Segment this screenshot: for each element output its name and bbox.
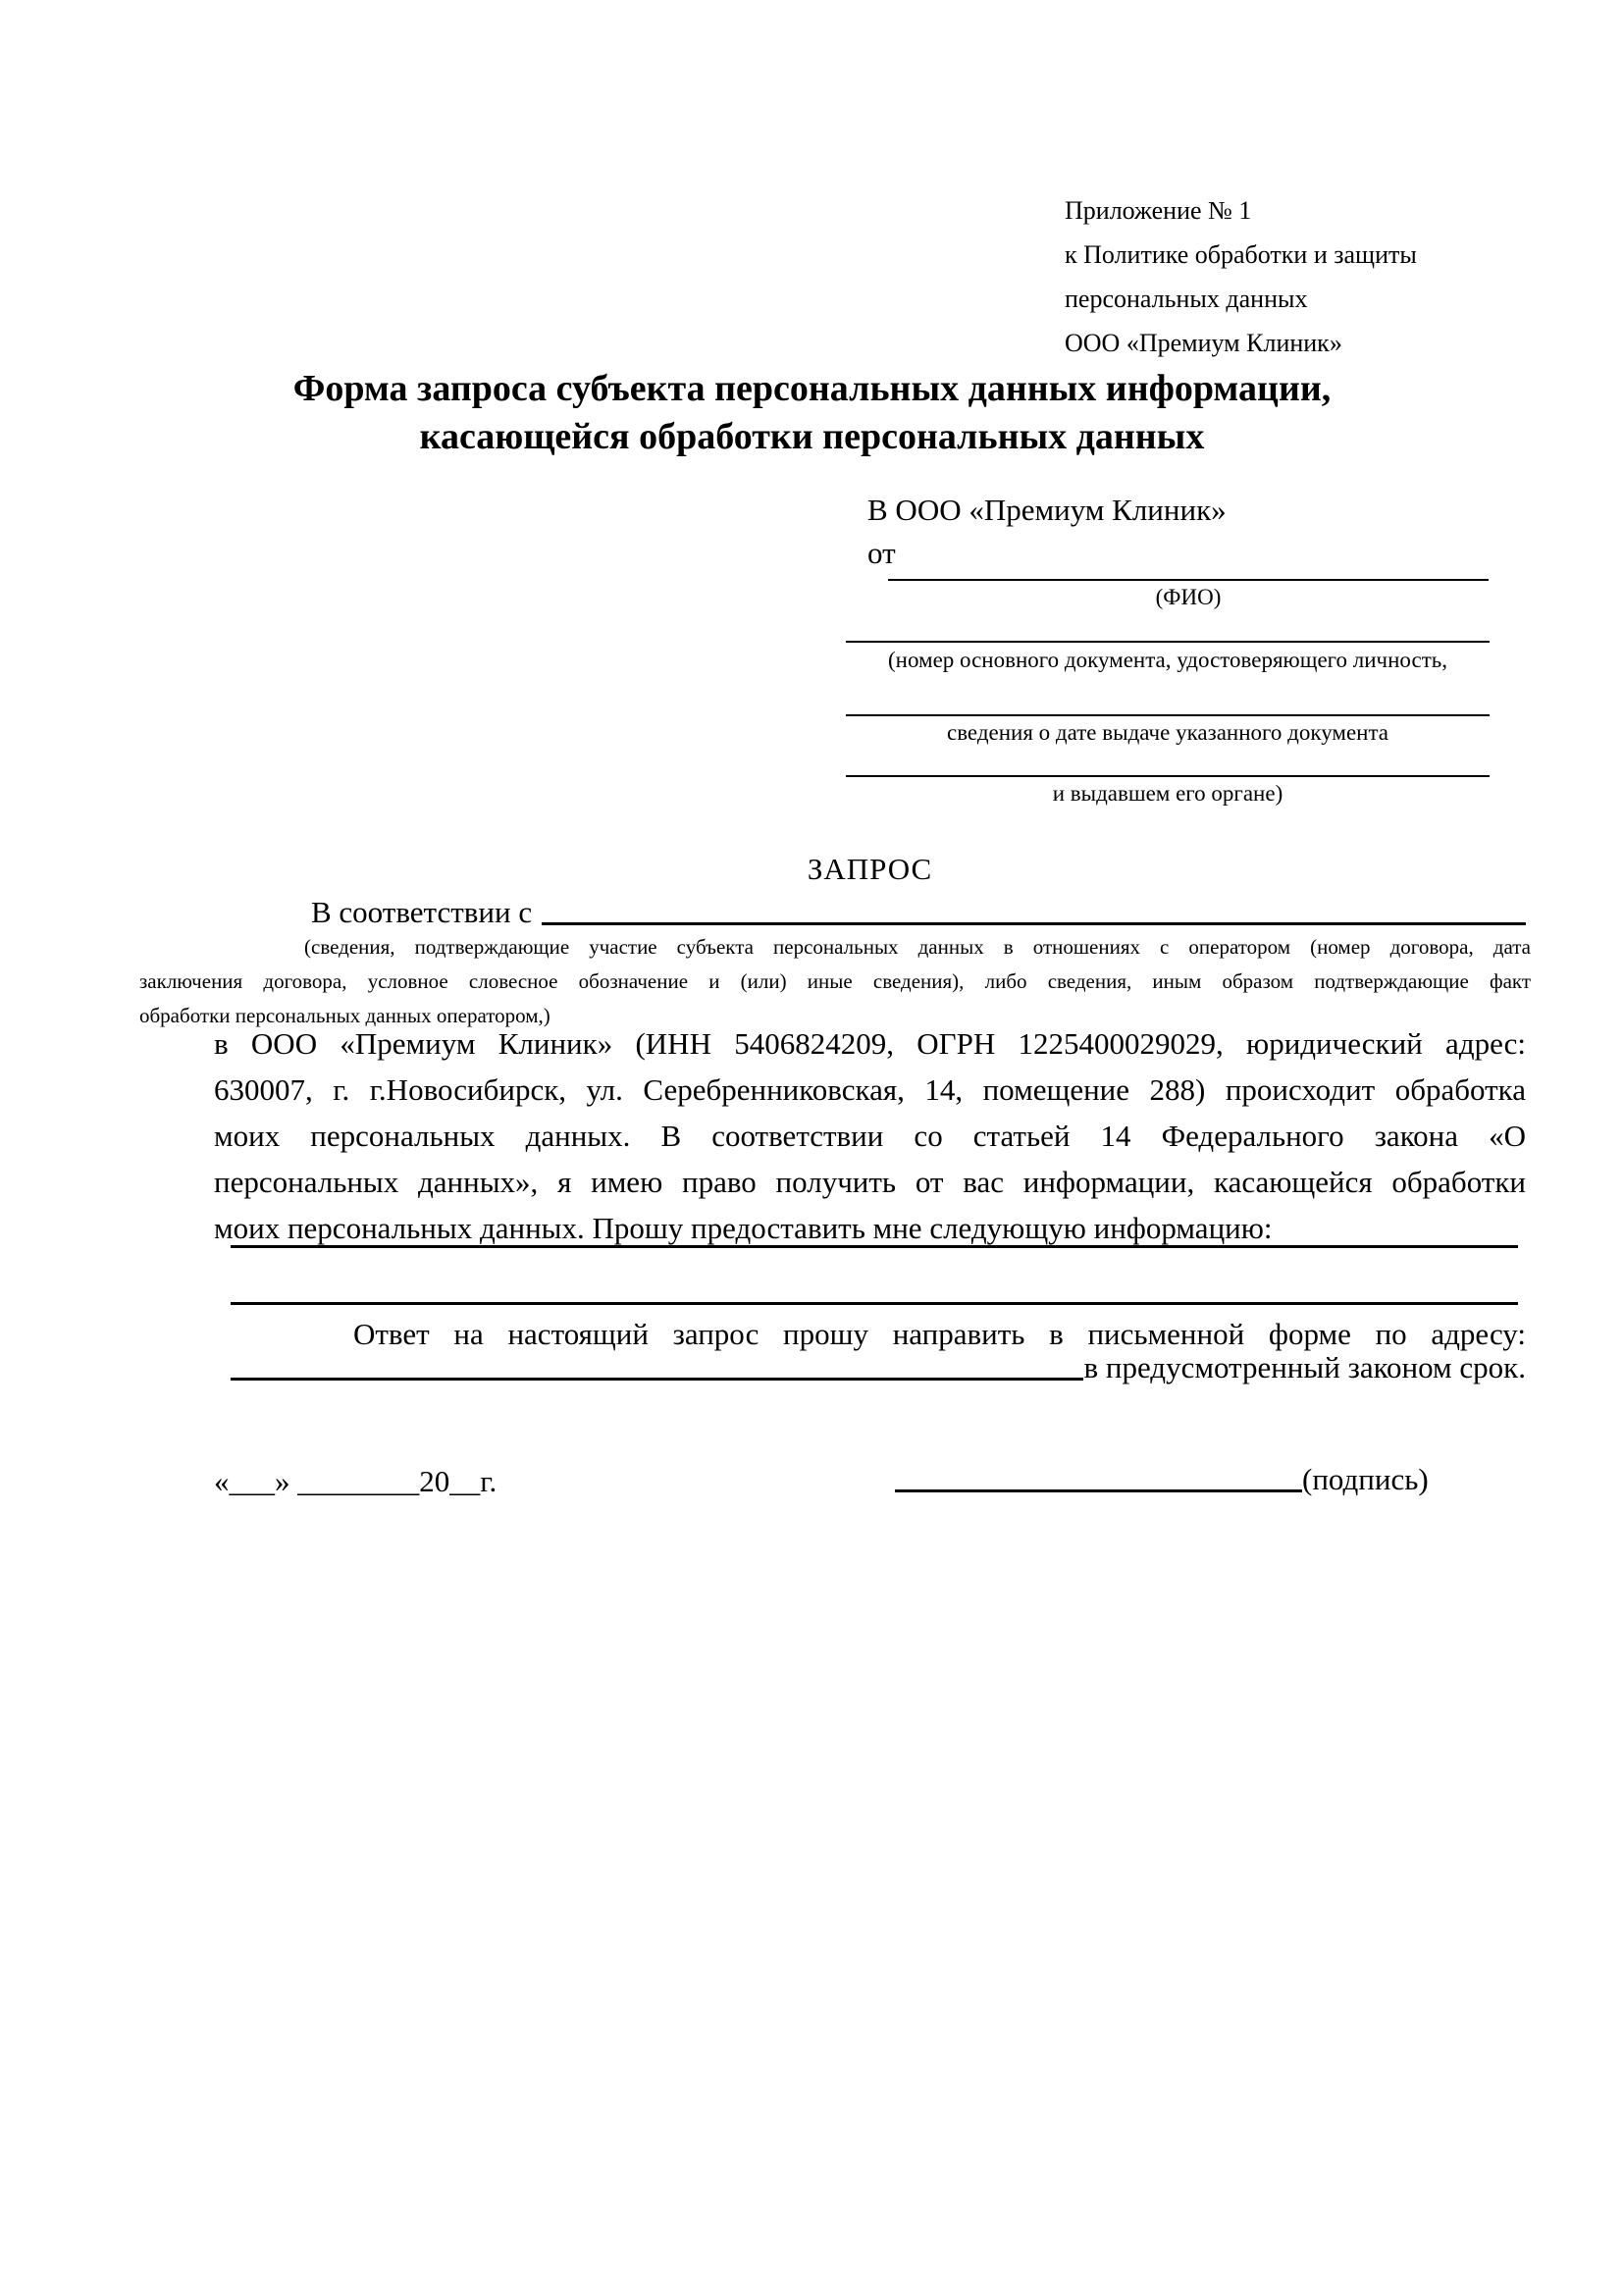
reply-tail-text: в предусмотренный законом срок. — [1083, 1350, 1526, 1384]
id-document-field-caption: (номер основного документа, удостоверяющего личность, — [887, 648, 1447, 672]
reply-address-blank-line[interactable] — [231, 1378, 1083, 1381]
document-title-line: касающейся обработки персональных данных — [419, 416, 1205, 457]
reply-address-row — [231, 1348, 1526, 1385]
issuing-authority-field-caption: и выдавшем его органе) — [1052, 781, 1283, 806]
appendix-header — [1065, 188, 1536, 365]
fio-field-line[interactable] — [888, 551, 1489, 581]
request-heading: ЗАПРОС — [807, 852, 933, 886]
intro-label: В соответствии с — [311, 895, 533, 929]
document-title — [142, 365, 1482, 461]
appendix-line: ООО «Премиум Клиник» — [1065, 329, 1342, 357]
date-blank[interactable] — [214, 1464, 497, 1499]
request-body-line: моих персональных данных. Прошу предоставить мне следующую информацию: — [214, 1211, 1273, 1245]
appendix-line: персональных данных — [1065, 285, 1308, 313]
signature-line[interactable] — [895, 1489, 1302, 1492]
requested-info-blank-line-2[interactable] — [231, 1273, 1518, 1305]
appendix-line: Приложение № 1 — [1065, 196, 1252, 225]
intro-footnote-line: (сведения, подтверждающие участие субъекта персональных данных в отношениях с оператором (номер договора, дата — [304, 935, 1531, 959]
addressee-to: В ООО «Премиум Клиник» — [867, 493, 1227, 527]
issuing-authority-field-line[interactable] — [846, 748, 1490, 777]
requested-info-blank-line-1[interactable] — [231, 1216, 1518, 1248]
intro-footnote — [139, 930, 1531, 1033]
addressee-from-label: от — [867, 536, 896, 570]
intro-blank-line[interactable] — [542, 922, 1526, 925]
signature-caption: (подпись) — [1302, 1462, 1429, 1496]
request-body-line: персональных данных», я имею право получить от вас информации, касающейся обработки — [214, 1165, 1526, 1199]
issue-date-field-line[interactable] — [846, 687, 1490, 716]
intro-footnote-line: обработки персональных данных оператором,) — [139, 1004, 550, 1027]
id-document-field-line[interactable] — [846, 613, 1490, 643]
signature-row — [895, 1460, 1526, 1497]
issue-date-field-caption: сведения о дате выдаче указанного документа — [946, 720, 1389, 745]
date-blank-text: «___» ________20__г. — [214, 1464, 497, 1498]
reply-address-sentence: Ответ на настоящий запрос прошу направить в письменной форме по адресу: — [353, 1317, 1526, 1351]
document-title-line: Форма запроса субъекта персональных данных информации, — [292, 368, 1332, 409]
fio-field-caption: (ФИО) — [1155, 585, 1222, 609]
request-body-line: в ООО «Премиум Клиник» (ИНН 5406824209, ОГРН 1225400029029, юридический адрес: — [214, 1026, 1526, 1061]
intro-row — [311, 891, 1526, 930]
intro-footnote-line: заключения договора, условное словесное обозначение и (или) иные сведения), либо сведения, иным образом подтверждающие факт — [139, 969, 1531, 993]
request-body-line: моих персональных данных. В соответствии со статьей 14 Федерального закона «О — [214, 1119, 1526, 1153]
appendix-line: к Политике обработки и защиты — [1065, 240, 1417, 269]
request-body-line: 630007, г. г.Новосибирск, ул. Серебренниковская, 14, помещение 288) происходит обработка — [214, 1072, 1526, 1107]
